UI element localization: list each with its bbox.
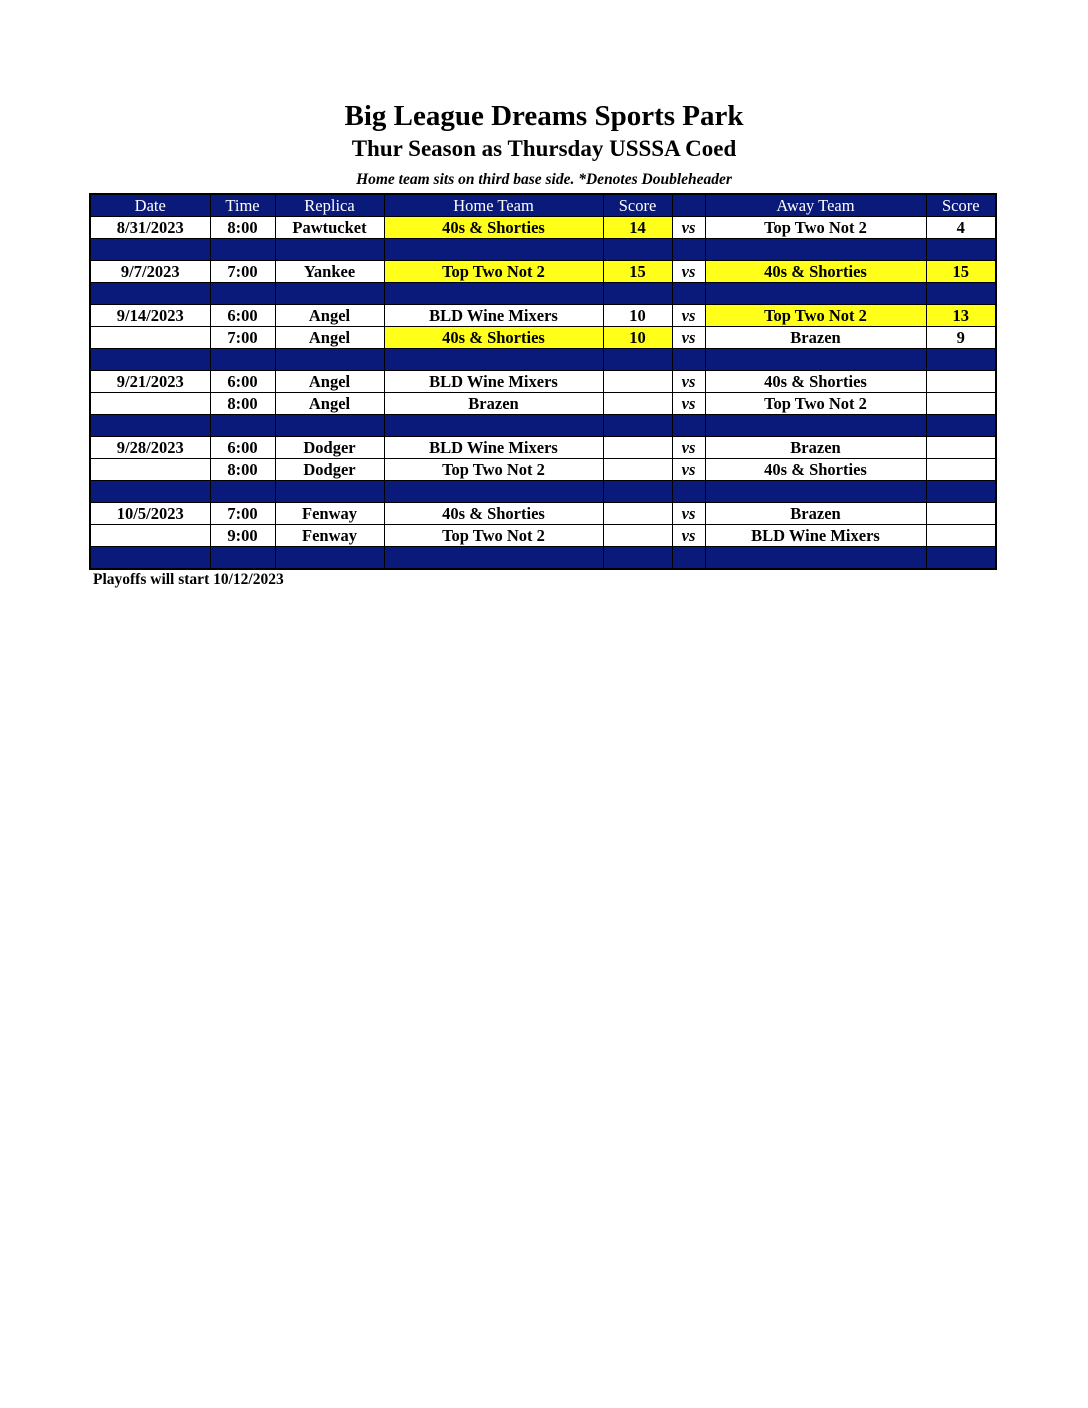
away-team-cell: BLD Wine Mixers [705, 525, 926, 547]
replica-field-cell: Angel [275, 393, 384, 415]
page-subtitle: Thur Season as Thursday USSSA Coed [351, 136, 737, 161]
separator-cell [926, 481, 996, 503]
replica-field-cell: Angel [275, 305, 384, 327]
separator-cell [672, 349, 705, 371]
column-header-home-team: Home Team [384, 194, 603, 217]
home-score-cell [603, 437, 672, 459]
column-header-away-team: Away Team [705, 194, 926, 217]
separator-cell [926, 547, 996, 570]
separator-cell [672, 239, 705, 261]
away-score-cell [926, 503, 996, 525]
separator-cell [210, 349, 275, 371]
home-score-cell [603, 371, 672, 393]
away-score-cell: 4 [926, 217, 996, 239]
time-cell: 7:00 [210, 261, 275, 283]
game-row [90, 459, 996, 481]
separator-cell [275, 415, 384, 437]
date-cell: 8/31/2023 [90, 217, 210, 239]
game-row [90, 393, 996, 415]
home-score-cell [603, 393, 672, 415]
time-cell: 6:00 [210, 371, 275, 393]
separator-cell [90, 349, 210, 371]
separator-cell [384, 283, 603, 305]
home-score-cell: 10 [603, 305, 672, 327]
vs-cell: vs [672, 305, 705, 327]
separator-cell [90, 283, 210, 305]
column-header-time: Time [210, 194, 275, 217]
column-header-away-score: Score [926, 194, 996, 217]
replica-field-cell: Fenway [275, 503, 384, 525]
separator-cell [90, 547, 210, 570]
vs-cell: vs [672, 393, 705, 415]
away-score-cell [926, 393, 996, 415]
away-score-cell [926, 437, 996, 459]
time-cell: 7:00 [210, 503, 275, 525]
separator-cell [603, 415, 672, 437]
date-cell: 9/14/2023 [90, 305, 210, 327]
away-score-cell: 9 [926, 327, 996, 349]
game-row [90, 371, 996, 393]
separator-cell [926, 415, 996, 437]
home-team-cell: 40s & Shorties [384, 503, 603, 525]
separator-cell [210, 283, 275, 305]
separator-cell [210, 481, 275, 503]
away-team-cell: 40s & Shorties [705, 459, 926, 481]
game-row [90, 525, 996, 547]
separator-cell [603, 239, 672, 261]
date-cell: 9/21/2023 [90, 371, 210, 393]
separator-cell [705, 283, 926, 305]
schedule-body [90, 217, 996, 570]
date-cell [90, 327, 210, 349]
away-score-cell [926, 525, 996, 547]
home-team-cell: BLD Wine Mixers [384, 371, 603, 393]
separator-cell [90, 481, 210, 503]
vs-cell: vs [672, 437, 705, 459]
column-header-vs [672, 194, 705, 217]
separator-cell [926, 239, 996, 261]
away-team-cell: Brazen [705, 437, 926, 459]
date-cell [90, 525, 210, 547]
page-title: Big League Dreams Sports Park [344, 100, 744, 132]
separator-cell [384, 547, 603, 570]
page-note: Home team sits on third base side. *Denotes Doubleheader [356, 171, 732, 188]
vs-cell: vs [672, 217, 705, 239]
separator-row [90, 415, 996, 437]
home-score-cell [603, 459, 672, 481]
time-cell: 6:00 [210, 437, 275, 459]
separator-row [90, 481, 996, 503]
home-score-cell: 15 [603, 261, 672, 283]
schedule-table [89, 193, 997, 570]
game-row [90, 217, 996, 239]
away-team-cell: 40s & Shorties [705, 261, 926, 283]
separator-cell [926, 349, 996, 371]
away-score-cell [926, 371, 996, 393]
date-cell [90, 393, 210, 415]
vs-cell: vs [672, 327, 705, 349]
separator-row [90, 349, 996, 371]
separator-cell [210, 239, 275, 261]
separator-cell [705, 547, 926, 570]
separator-cell [90, 415, 210, 437]
time-cell: 8:00 [210, 459, 275, 481]
separator-cell [210, 415, 275, 437]
separator-cell [672, 547, 705, 570]
replica-field-cell: Pawtucket [275, 217, 384, 239]
separator-cell [275, 283, 384, 305]
playoffs-note: Playoffs will start 10/12/2023 [93, 571, 284, 588]
separator-cell [603, 349, 672, 371]
replica-field-cell: Angel [275, 327, 384, 349]
away-team-cell: Top Two Not 2 [705, 305, 926, 327]
away-score-cell [926, 459, 996, 481]
separator-cell [705, 349, 926, 371]
game-row [90, 327, 996, 349]
vs-cell: vs [672, 525, 705, 547]
vs-cell: vs [672, 371, 705, 393]
home-team-cell: BLD Wine Mixers [384, 305, 603, 327]
separator-cell [672, 415, 705, 437]
separator-cell [275, 239, 384, 261]
game-row [90, 437, 996, 459]
home-team-cell: Top Two Not 2 [384, 459, 603, 481]
separator-cell [275, 481, 384, 503]
separator-cell [275, 349, 384, 371]
home-team-cell: Top Two Not 2 [384, 261, 603, 283]
home-score-cell [603, 503, 672, 525]
separator-cell [384, 349, 603, 371]
away-team-cell: Top Two Not 2 [705, 393, 926, 415]
time-cell: 8:00 [210, 217, 275, 239]
replica-field-cell: Yankee [275, 261, 384, 283]
replica-field-cell: Dodger [275, 459, 384, 481]
separator-cell [90, 239, 210, 261]
home-score-cell: 14 [603, 217, 672, 239]
separator-cell [210, 547, 275, 570]
vs-cell: vs [672, 261, 705, 283]
separator-cell [275, 547, 384, 570]
separator-row [90, 283, 996, 305]
column-header-home-score: Score [603, 194, 672, 217]
away-team-cell: 40s & Shorties [705, 371, 926, 393]
separator-cell [384, 481, 603, 503]
separator-row [90, 547, 996, 570]
home-team-cell: Top Two Not 2 [384, 525, 603, 547]
time-cell: 8:00 [210, 393, 275, 415]
separator-row [90, 239, 996, 261]
game-row [90, 261, 996, 283]
date-cell: 9/28/2023 [90, 437, 210, 459]
home-team-cell: 40s & Shorties [384, 327, 603, 349]
home-score-cell: 10 [603, 327, 672, 349]
date-cell: 9/7/2023 [90, 261, 210, 283]
time-cell: 7:00 [210, 327, 275, 349]
separator-cell [672, 283, 705, 305]
vs-cell: vs [672, 503, 705, 525]
separator-cell [672, 481, 705, 503]
home-score-cell [603, 525, 672, 547]
home-team-cell: Brazen [384, 393, 603, 415]
separator-cell [603, 481, 672, 503]
away-score-cell: 13 [926, 305, 996, 327]
home-team-cell: BLD Wine Mixers [384, 437, 603, 459]
replica-field-cell: Angel [275, 371, 384, 393]
away-team-cell: Top Two Not 2 [705, 217, 926, 239]
separator-cell [705, 415, 926, 437]
separator-cell [926, 283, 996, 305]
column-header-date: Date [90, 194, 210, 217]
separator-cell [705, 239, 926, 261]
separator-cell [705, 481, 926, 503]
date-cell [90, 459, 210, 481]
away-team-cell: Brazen [705, 503, 926, 525]
header-row [90, 194, 996, 217]
separator-cell [603, 547, 672, 570]
away-team-cell: Brazen [705, 327, 926, 349]
time-cell: 6:00 [210, 305, 275, 327]
vs-cell: vs [672, 459, 705, 481]
column-header-replica: Replica [275, 194, 384, 217]
game-row [90, 503, 996, 525]
separator-cell [384, 415, 603, 437]
date-cell: 10/5/2023 [90, 503, 210, 525]
replica-field-cell: Dodger [275, 437, 384, 459]
time-cell: 9:00 [210, 525, 275, 547]
separator-cell [384, 239, 603, 261]
home-team-cell: 40s & Shorties [384, 217, 603, 239]
replica-field-cell: Fenway [275, 525, 384, 547]
game-row [90, 305, 996, 327]
separator-cell [603, 283, 672, 305]
away-score-cell: 15 [926, 261, 996, 283]
